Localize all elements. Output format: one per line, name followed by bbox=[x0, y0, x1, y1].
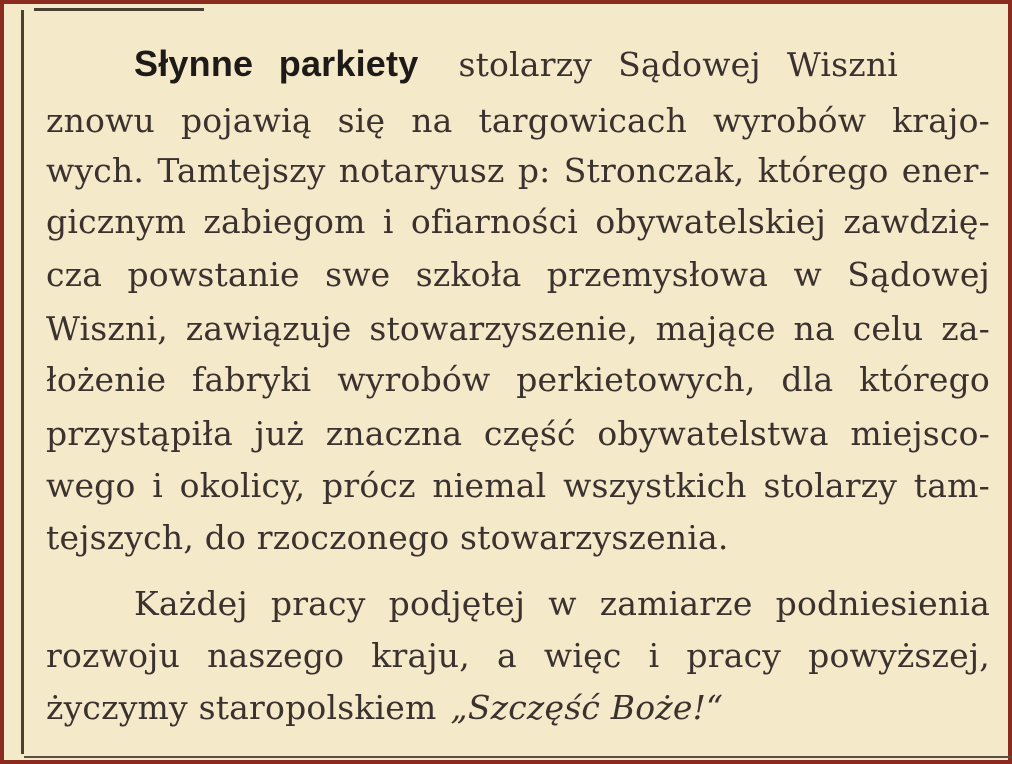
p1-line-6: Wiszni, zawiązuje stowarzyszenie, mające na celu za- bbox=[46, 309, 990, 348]
p1-line-10: tejszych, do rzoczonego stowarzyszenia. bbox=[46, 518, 729, 557]
p1-line-2: znowu pojawią się na targowicach wyrobów krajo- bbox=[46, 101, 990, 140]
closing-quote: „Szczęść Boże!“ bbox=[450, 688, 724, 727]
p2-line-2: rozwoju naszego kraju, a więc i pracy powyższej, bbox=[46, 636, 990, 675]
p1-line-9: wego i okolicy, prócz niemal wszystkich stolarzy tam- bbox=[46, 466, 990, 505]
p1-line-5: cza powstanie swe szkoła przemysłowa w Sądowej bbox=[46, 255, 990, 294]
p1-line-8: przystąpiła już znaczna część obywatelstwa miejsco- bbox=[46, 414, 990, 453]
p1-line-1 bbox=[134, 44, 898, 85]
left-rule bbox=[21, 10, 24, 754]
p1-line-1-text: stolarzy Sądowej Wiszni bbox=[458, 45, 899, 84]
p1-line-7: łożenie fabryki wyrobów perkietowych, dla którego bbox=[46, 360, 990, 399]
top-rule bbox=[34, 8, 204, 11]
p1-line-4: gicznym zabiegom i ofiarności obywatelskiej zawdzię- bbox=[46, 202, 990, 241]
bottom-rule bbox=[24, 756, 1012, 758]
lead-heading: Słynne parkiety bbox=[134, 43, 419, 84]
p2-line-3 bbox=[46, 688, 723, 728]
p2-line-1: Każdej pracy podjętej w zamiarze podniesienia bbox=[134, 584, 990, 623]
p1-line-3: wych. Tamtejszy notaryusz p: Stronczak, którego ener- bbox=[46, 151, 990, 190]
p2-line-3-text: życzymy staropolskiem bbox=[46, 688, 437, 727]
